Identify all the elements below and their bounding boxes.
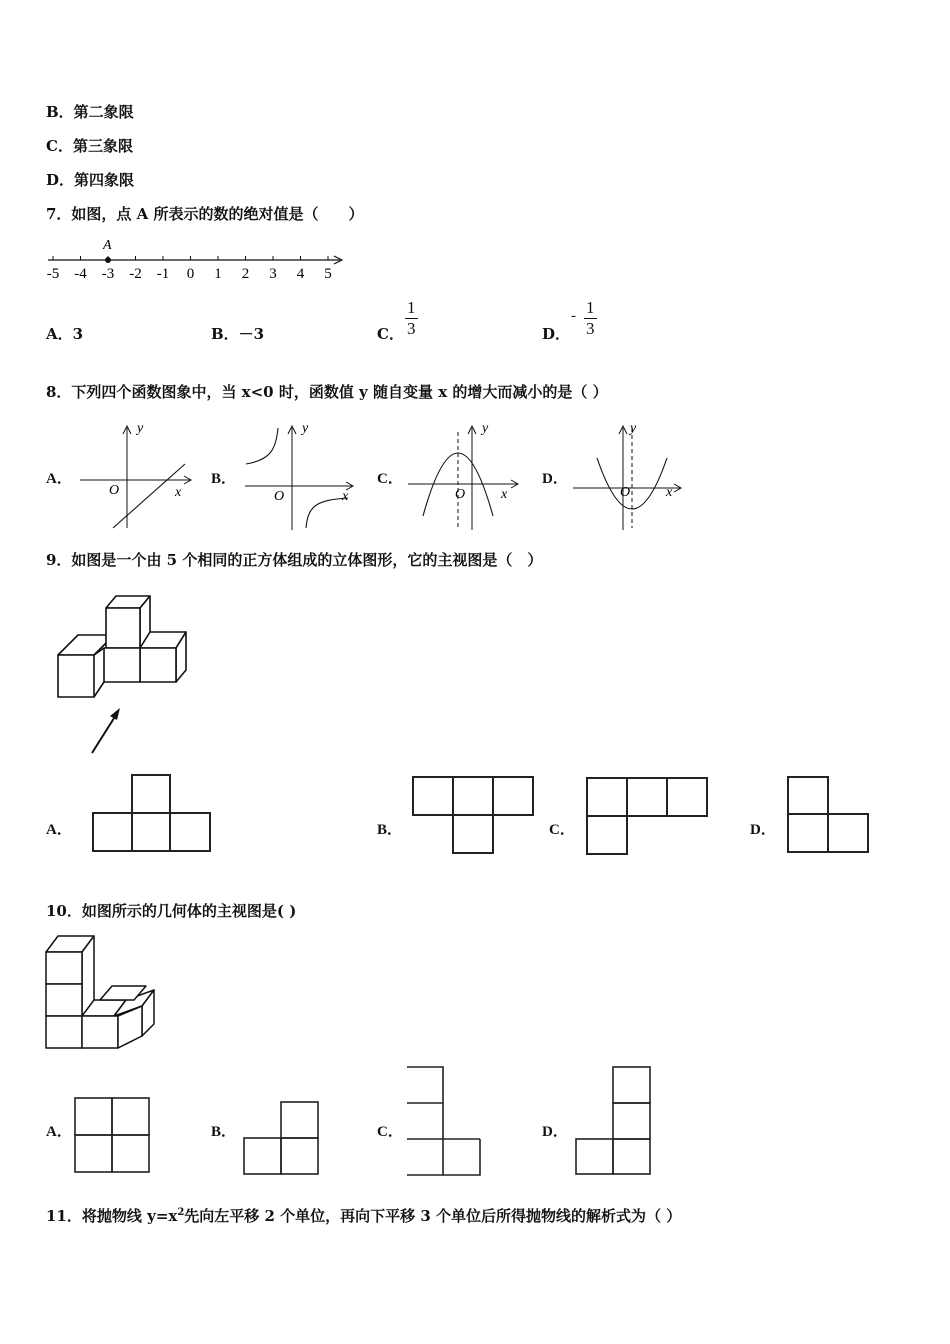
q8-label-a: A． [46, 471, 72, 487]
axis-y-label: y [302, 421, 309, 436]
point-a-dot [105, 257, 111, 263]
q11-stem [46, 1204, 681, 1225]
axis-x-label: x [666, 485, 673, 500]
graph-c-parabola-down [405, 420, 525, 535]
q10-label-b: B． [211, 1124, 237, 1140]
q7-fraction-d-sign: - [571, 308, 576, 324]
q10-stem: 10．如图所示的几何体的主视图是( ) [46, 902, 297, 920]
number-line-tick-label: -1 [156, 266, 170, 282]
fraction-c-numerator: 1 [407, 298, 416, 317]
q7-option-a: A．3 [46, 325, 84, 343]
origin-label: O [109, 483, 120, 498]
q8-label-b: B． [211, 471, 237, 487]
axis-y-label: y [482, 421, 489, 436]
q8-label-c: C． [377, 471, 403, 487]
q10-option-a-grid [72, 1095, 154, 1177]
q9-option-a-grid [90, 772, 215, 854]
q7-option-b: B．－3 [211, 325, 265, 343]
q9-label-b: B． [377, 822, 403, 838]
axis-x-label: x [501, 487, 508, 502]
origin-label: O [620, 485, 631, 500]
q9-option-d-grid [785, 774, 873, 856]
q8-label-d: D． [542, 471, 568, 487]
fraction-d-numerator: 1 [586, 298, 595, 317]
q11-stem-post: 先向左平移 2 个单位，再向下平移 3 个单位后所得抛物线的解析式为（ ） [184, 1207, 682, 1225]
q7-fraction-c [405, 298, 418, 339]
q7-option-c: C． [377, 325, 404, 343]
number-line-tick-label: 2 [241, 266, 250, 282]
q10-option-d-grid [574, 1065, 656, 1177]
q9-stem: 9．如图是一个由 5 个相同的正方体组成的立体图形，它的主视图是（ ） [46, 551, 543, 569]
q9-option-b-grid [410, 774, 538, 856]
number-line-tick-label: 0 [186, 266, 195, 282]
q9-label-a: A． [46, 822, 72, 838]
number-line-tick-label: 5 [324, 266, 332, 282]
q7-fraction-d [584, 298, 597, 339]
q6-option-c: C．第三象限 [46, 137, 133, 155]
q10-label-c: C． [377, 1124, 403, 1140]
axis-x-label: x [342, 489, 349, 504]
q9-label-d: D． [750, 822, 776, 838]
origin-label: O [274, 489, 285, 504]
graph-a-linear [75, 420, 195, 535]
q9-label-c: C． [549, 822, 575, 838]
axis-y-label: y [137, 421, 144, 436]
number-line-tick-label: 4 [296, 266, 305, 282]
point-a-label: A [103, 238, 112, 253]
number-line-tick-label: -4 [74, 266, 87, 282]
q10-label-a: A． [46, 1124, 72, 1140]
q10-option-c-grid [404, 1064, 486, 1177]
number-line-tick-label: -2 [129, 266, 142, 282]
q11-exponent: 2 [177, 1207, 185, 1218]
q8-stem: 8．下列四个函数图象中，当 x<0 时，函数值 y 随自变量 x 的增大而减小的是（ ） [46, 383, 608, 401]
q6-option-d: D．第四象限 [46, 171, 135, 189]
number-line-figure [40, 232, 360, 288]
q9-option-c-grid [584, 775, 712, 857]
q7-stem: 7．如图，点 A 所表示的数的绝对值是（ ） [46, 205, 364, 223]
number-line-tick-label: 1 [214, 266, 222, 282]
q7-option-d: D． [542, 325, 571, 343]
graph-d-parabola-up [570, 420, 690, 535]
fraction-d-denominator: 3 [586, 319, 595, 338]
q6-option-b: B．第二象限 [46, 103, 134, 121]
axis-x-label: x [175, 485, 182, 500]
q10-solid-figure [42, 930, 162, 1055]
graph-b-inverse [240, 420, 360, 535]
axis-y-label: y [630, 421, 637, 436]
origin-label: O [455, 487, 466, 502]
q11-stem-pre: 11．将抛物线 y=x [46, 1207, 178, 1225]
number-line-tick-label: -3 [101, 266, 115, 282]
q9-solid-figure [50, 590, 195, 760]
number-line-tick-label: 3 [269, 266, 277, 282]
q10-label-d: D． [542, 1124, 568, 1140]
q10-option-b-grid [242, 1099, 324, 1177]
fraction-c-denominator: 3 [407, 319, 416, 338]
number-line-tick-label: -5 [46, 266, 60, 282]
